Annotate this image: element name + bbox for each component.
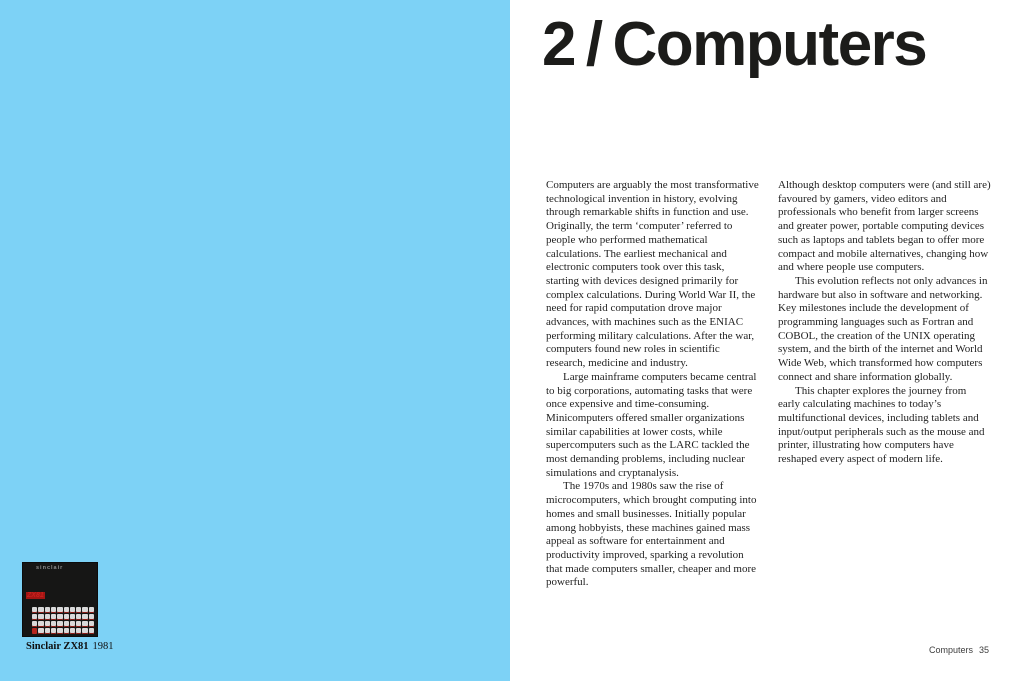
zx81-model-logo: ZX81 (27, 592, 44, 599)
figure-caption-name: Sinclair ZX81 (26, 641, 89, 652)
footer-section-label: Computers (928, 645, 973, 655)
zx81-photo (22, 562, 98, 637)
figure-caption-year: 1981 (92, 641, 114, 652)
paragraph-2: Large mainframe computers became central to big corporations, automating tasks that were once expensive and time-consuming. Minicomputers offered smaller organizations similar capabilities at lower costs, while supercomputers such as the LARC tackled the most demanding problems, including nuclear simulations and cryptanalysis. (546, 370, 757, 479)
right-page (510, 0, 1020, 681)
paragraph-6: This chapter explores the journey from early calculating machines to today’s multifunctional devices, including tablets and input/output peripherals such as the mouse and printer, illustrating how computers have reshaped every aspect of modern life. (778, 384, 985, 466)
page-footer (929, 645, 989, 655)
footer-page-number: 35 (978, 645, 989, 655)
chapter-title: 2 / Computers (542, 10, 927, 79)
zx81-keyboard (32, 607, 94, 634)
paragraph-5: This evolution reflects not only advances in hardware but also in software and networking. Key milestones include the development of programming languages such as Fortran and COBOL, the creation of the UNIX operating system, and the birth of the internet and World Wide Web, which transformed how computers connect and share information globally. (778, 274, 988, 383)
paragraph-1: Computers are arguably the most transformative technological invention in history, evolving through remarkable shifts in function and use. Originally, the term ‘computer’ referred to people who performed mathematical calculations. The earliest mechanical and electronic computers took over this task, starting with devices designed primarily for complex calculations. During World War II, the need for rapid computation drove major advances, with machines such as the ENIAC performing military calculations. After the war, computers found new roles in scientific research, medicine and industry. (546, 179, 759, 370)
figure-caption (26, 641, 114, 652)
paragraph-4: Although desktop computers were (and still are) favoured by gamers, video editors and professionals who benefit from larger screens and greater power, portable computing devices such as laptops and tablets began to offer more compact and mobile alternatives, changing how and where people use computers. (778, 179, 991, 274)
text-column-1 (546, 179, 759, 590)
sinclair-logo: sinclair (36, 565, 64, 571)
text-column-2 (778, 179, 991, 467)
paragraph-3: The 1970s and 1980s saw the rise of microcomputers, which brought computing into homes and small businesses. Initially popular among hobbyists, these machines gained mass appeal as software for entertainment and productivity improved, sparking a revolution that made computers smaller, cheaper and more powerful. (546, 480, 757, 589)
